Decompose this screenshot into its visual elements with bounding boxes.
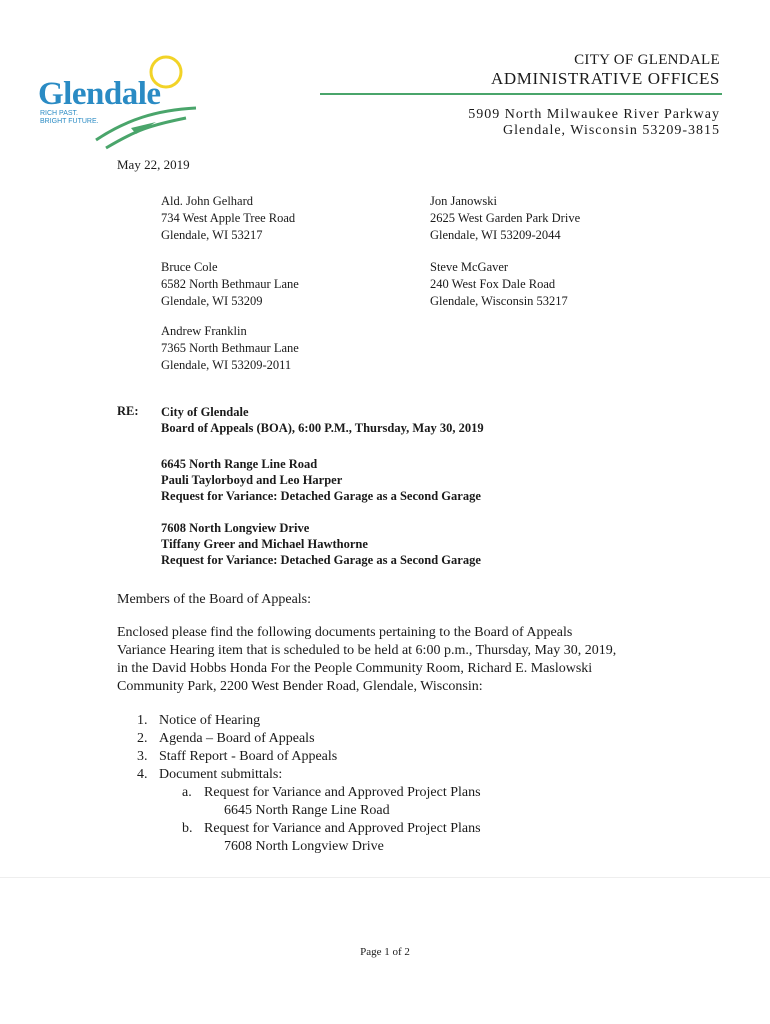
recipient-city: Glendale, WI 53209-2044 <box>430 228 561 242</box>
re-item <box>161 520 481 568</box>
header-office: ADMINISTRATIVE OFFICES <box>490 69 720 88</box>
list-item: 4. Document submittals: <box>137 767 283 782</box>
recipient-block <box>161 259 299 310</box>
recipient-city: Glendale, WI 53217 <box>161 228 263 242</box>
sublist-detail: 6645 North Range Line Road <box>224 803 390 818</box>
recipient-street: 7365 North Bethmaur Lane <box>161 341 299 355</box>
re-subject <box>161 404 484 436</box>
header-address-line2: Glendale, Wisconsin 53209-3815 <box>503 123 720 138</box>
sublist-item: a. Request for Variance and Approved Project Plans <box>182 785 481 800</box>
sublist-detail: 7608 North Longview Drive <box>224 839 384 854</box>
sublist-item: b. Request for Variance and Approved Project Plans <box>182 821 481 836</box>
recipient-block <box>161 193 295 244</box>
recipient-city: Glendale, Wisconsin 53217 <box>430 294 568 308</box>
recipient-name: Jon Janowski <box>430 194 498 208</box>
document-list <box>137 712 337 784</box>
header-divider <box>320 93 722 95</box>
re-item-owners: Pauli Taylorboyd and Leo Harper <box>161 473 343 487</box>
re-title-line1: City of Glendale <box>161 405 249 419</box>
header-city: CITY OF GLENDALE <box>574 52 720 68</box>
recipient-city: Glendale, WI 53209-2011 <box>161 358 292 372</box>
re-item-request: Request for Variance: Detached Garage as a Second Garage <box>161 489 481 503</box>
re-item-address: 6645 North Range Line Road <box>161 457 318 471</box>
recipient-street: 240 West Fox Dale Road <box>430 277 556 291</box>
list-item: 1. Notice of Hearing <box>137 713 261 728</box>
recipient-name: Ald. John Gelhard <box>161 194 253 208</box>
re-item-request: Request for Variance: Detached Garage as a Second Garage <box>161 553 481 567</box>
footer-divider <box>0 877 770 878</box>
recipient-street: 2625 West Garden Park Drive <box>430 211 581 225</box>
recipient-block <box>430 259 568 310</box>
recipient-city: Glendale, WI 53209 <box>161 294 263 308</box>
re-item-owners: Tiffany Greer and Michael Hawthorne <box>161 537 368 551</box>
submittal-sublist <box>182 784 481 856</box>
header-address-line1: 5909 North Milwaukee River Parkway <box>468 107 720 122</box>
page-number: Page 1 of 2 <box>360 946 410 958</box>
recipient-block <box>161 323 299 374</box>
body-paragraph: Enclosed please find the following documents pertaining to the Board of Appeals Variance Hearing item that is scheduled to be held at 6:00 p.m., Thursday, May 30, 2019, in the David Hobbs Honda For the People Community Room, Richard E. Maslowski Community Park, 2200 West Bender Road, Glendale, Wisconsin: <box>117 625 617 694</box>
logo-tagline: RICH PAST. BRIGHT FUTURE. <box>40 110 99 125</box>
list-item: 3. Staff Report - Board of Appeals <box>137 749 338 764</box>
recipient-block <box>430 193 580 244</box>
recipient-street: 6582 North Bethmaur Lane <box>161 277 299 291</box>
recipient-name: Andrew Franklin <box>161 324 247 338</box>
re-item <box>161 456 481 504</box>
salutation: Members of the Board of Appeals: <box>117 592 312 607</box>
list-item: 2. Agenda – Board of Appeals <box>137 731 315 746</box>
recipient-name: Steve McGaver <box>430 260 509 274</box>
re-label: RE: <box>117 404 139 418</box>
re-item-address: 7608 North Longview Drive <box>161 521 310 535</box>
recipient-name: Bruce Cole <box>161 260 218 274</box>
re-title-line2: Board of Appeals (BOA), 6:00 P.M., Thursday, May 30, 2019 <box>161 421 484 435</box>
letter-date: May 22, 2019 <box>117 157 190 172</box>
logo-wordmark: Glendale <box>38 76 161 112</box>
recipient-street: 734 West Apple Tree Road <box>161 211 296 225</box>
